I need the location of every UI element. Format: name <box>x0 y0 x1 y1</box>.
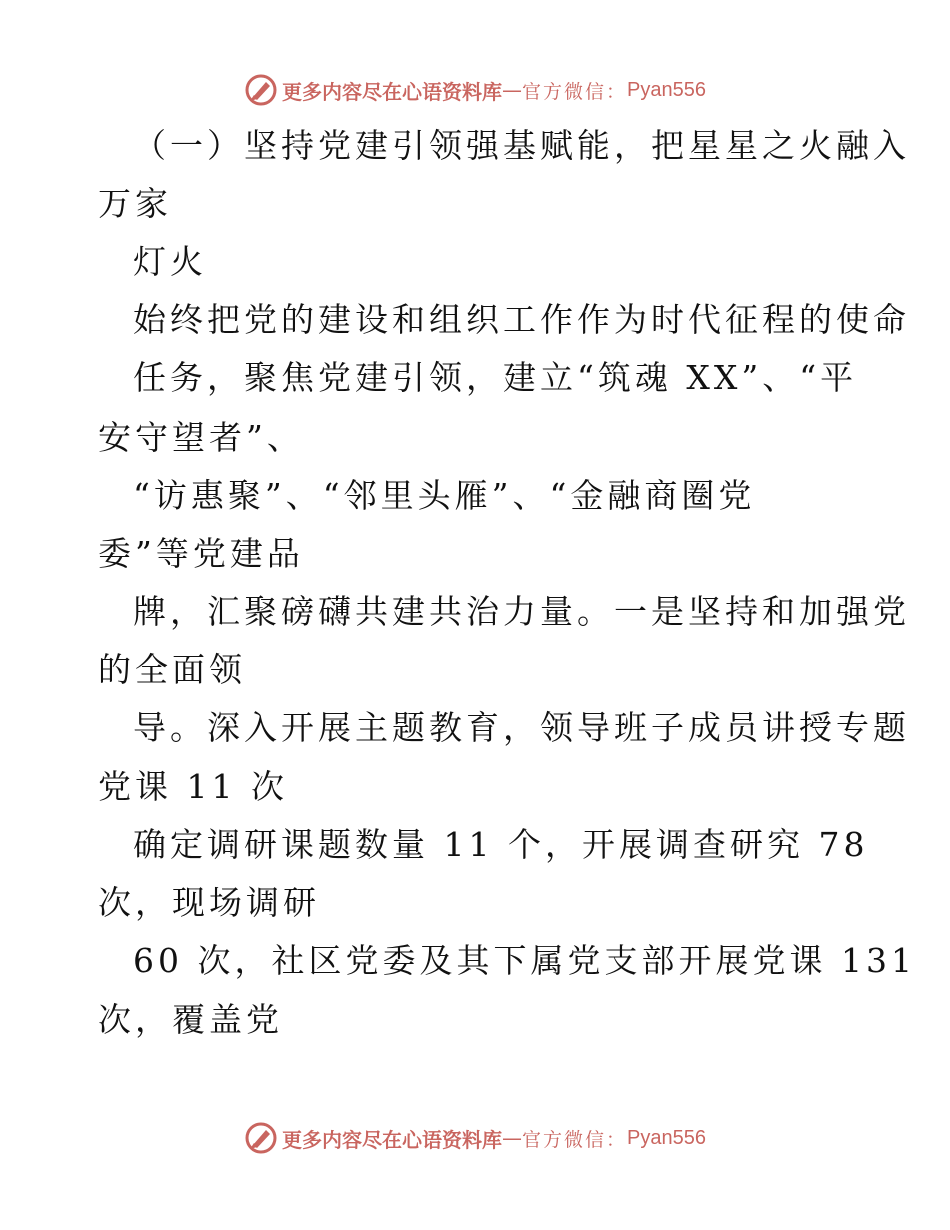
text-line: 次，覆盖党 <box>98 1000 283 1039</box>
watermark-main-text: 更多内容尽在心语资料库 <box>282 79 502 104</box>
text-line: 的全面领 <box>98 650 246 689</box>
footer-watermark <box>0 1118 950 1158</box>
text-line: （一）坚持党建引领强基赋能，把星星之火融入 <box>133 126 910 165</box>
watermark-wechat-label: 官方微信： <box>522 1128 628 1151</box>
text-line: “访惠聚”、“邻里头雁”、“金融商圈党 <box>133 476 756 515</box>
watermark-wechat-label: 官方微信： <box>522 80 628 103</box>
watermark-main-text: 更多内容尽在心语资料库 <box>282 1127 502 1152</box>
text-line: 60 次，社区党委及其下属党支部开展党课 131 <box>133 941 916 980</box>
text-line: 次，现场调研 <box>98 883 320 922</box>
text-line: 党课 11 次 <box>98 767 288 806</box>
pen-nib-logo-icon <box>244 73 278 107</box>
text-line: 牌，汇聚磅礴共建共治力量。一是坚持和加强党 <box>133 592 910 631</box>
text-line: 安守望者”、 <box>98 418 304 457</box>
watermark-dash: — <box>502 78 522 102</box>
text-line: 确定调研课题数量 11 个，开展调查研究 78 <box>133 825 869 864</box>
watermark-dash: — <box>502 1126 522 1150</box>
watermark-wechat-id: Pyan556 <box>627 78 706 101</box>
text-line: 委”等党建品 <box>98 534 304 573</box>
text-line: 万家 <box>98 184 172 223</box>
pen-nib-logo-icon <box>244 1121 278 1155</box>
text-line: 灯火 <box>133 242 207 281</box>
watermark-wechat-id: Pyan556 <box>627 1126 706 1149</box>
header-watermark <box>0 70 950 110</box>
text-line: 始终把党的建设和组织工作作为时代征程的使命 <box>133 300 910 339</box>
text-line: 任务，聚焦党建引领，建立“筑魂 XX”、“平 <box>133 358 858 397</box>
text-line: 导。深入开展主题教育，领导班子成员讲授专题 <box>133 708 910 747</box>
